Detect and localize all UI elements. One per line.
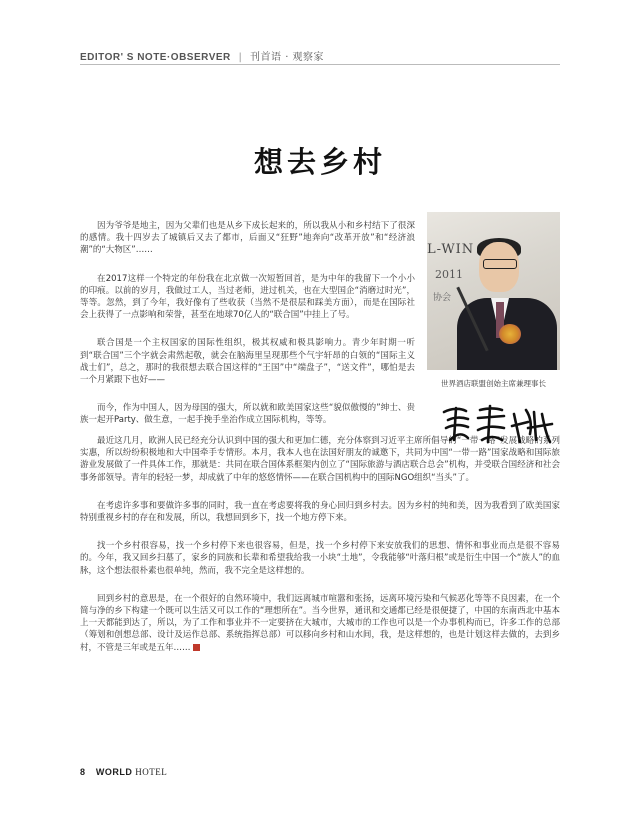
photo-banner-text: L-WIN [427,242,475,257]
photo-caption: 世界酒店联盟创始主席兼理事长 [441,379,546,388]
page-number: 8 [80,767,86,777]
article-body-bottom [80,435,560,670]
page-footer [80,767,167,778]
paragraph-3: 联合国是一个主权国家的国际性组织，极其权威和极具影响力。青少年时期一听到“联合国”三个字就会肃然起敬，就会在脑海里呈现那些个气宇轩昂的白领的“国际主义战士们”，总之，那时的我很想去联合国这样的“王国”中“端盘子”，“送文件”，哪怕是去一个月紧跟下也好—— [80,338,415,386]
photo-flower [499,324,521,344]
paragraph-4: 而今，作为中国人，因为母国的强大，所以就和欧美国家这些“貌似傲慢的”绅士、贵族一起开Party、做生意，一起手挽手坐治作成立国际机构，等等。 [80,403,415,426]
paragraph-8-text: 回到乡村的意思是，在一个很好的自然环境中，我们远离城市喧嚣和张扬，远离环境污染和气候恶化等等不良因素，在一个简与净的乡下构建一个既可以生活又可以工作的“理想所在”。当今世界，通讯和交通都已经是很便捷了，中国的东南西北中基本上一天都能到达了，所以，为了工作和事业并不一定要挤在大城市，大城市的工作也可以是一个办事机构而已，许多工作的总部（筹划和创想总部、设计及运作总部、系统指挥总部）可以移向乡村和山水间，我，是这样想的，也是计划这样去做的，去到乡村，不管是三年或是五年…… [80,593,560,653]
seal-icon [193,644,200,651]
paragraph-5: 最近这几月，欧洲人民已经充分认识到中国的强大和更加仁德，充分体察到习近平主席所倡导的“一带一路”发展战略的系列实惠，所以纷纷积极地和大中国牵手专情形。本月，我本人也在法国好朋友的诚邀下，共同为中国“一带一路”国家战略和国际旅游业发展做了一件具体工作，那就是：共同在联合国体系框架内创立了“国际旅游与酒店联合总会”机构，并受联合国经济和社会事务部领导。青年的轻轻一梦，却成就了中年的悠悠情怀——在联合国机构中的国际NGO组织“当头”了。 [80,436,560,483]
header-rule [80,64,560,65]
section-header-cn: 刊首语 · 观察家 [250,52,325,63]
section-header-en: EDITOR' S NOTE·OBSERVER [80,52,231,63]
magazine-name-light: HOTEL [135,767,168,777]
photo-year-text: 2011 [435,268,463,281]
paragraph-8 [80,593,560,654]
photo-assoc-text: 协会 [433,293,452,303]
article-title: 想去乡村 [253,145,386,179]
article-body-top [80,220,415,443]
author-photo [427,212,560,370]
magazine-name-bold: WORLD [95,767,133,777]
paragraph-6: 在考虑许多事和要做许多事的同时，我一直在考虑要将我的身心回归到乡村去。因为乡村的纯和美，因为我看到了欧美国家特别重视乡村的存在和发展，所以，我想回到乡下，找一个地方停下来。 [80,500,560,524]
handwritten-signature [438,400,558,446]
paragraph-2: 在2017这样一个特定的年份我在北京做一次短暂回首，是为中年的我留下一个小小的印痕。以前的岁月，我做过工人，当过老师，进过机关，也在大型国企“消磨过时光”，等等。忽然，到了今年，我好像有了些收获（当然不是很层和踩美方面），而是在国际社会上获得了一点影响和荣誉，甚至在地球70亿人的“联合国”中挂上了号。 [80,273,415,321]
photo-glasses [483,259,517,269]
paragraph-1: 因为爷爷是地主，因为父辈们也是从乡下成长起来的，所以我从小和乡村结下了很深的感情。我十四岁去了城镇后又去了都市，后面又“狂野”地奔向“改革开放”和“经济浪潮”的“大物区”…… [80,221,415,256]
paragraph-7: 找一个乡村很容易，找一个乡村停下来也很容易，但是，找一个乡村停下来安放我们的思想、情怀和事业而点是很不容易的。今年，我又回乡扫墓了，家乡的同族和长辈和希望我给我一小块“土地”，令我能够“叶落归根”或是衍生中国一个“族人”的血脉，这个想法很朴素也很单纯，然而，我不完全是这样想的。 [80,541,560,576]
section-header-separator: | [238,52,243,63]
section-header [80,48,324,62]
